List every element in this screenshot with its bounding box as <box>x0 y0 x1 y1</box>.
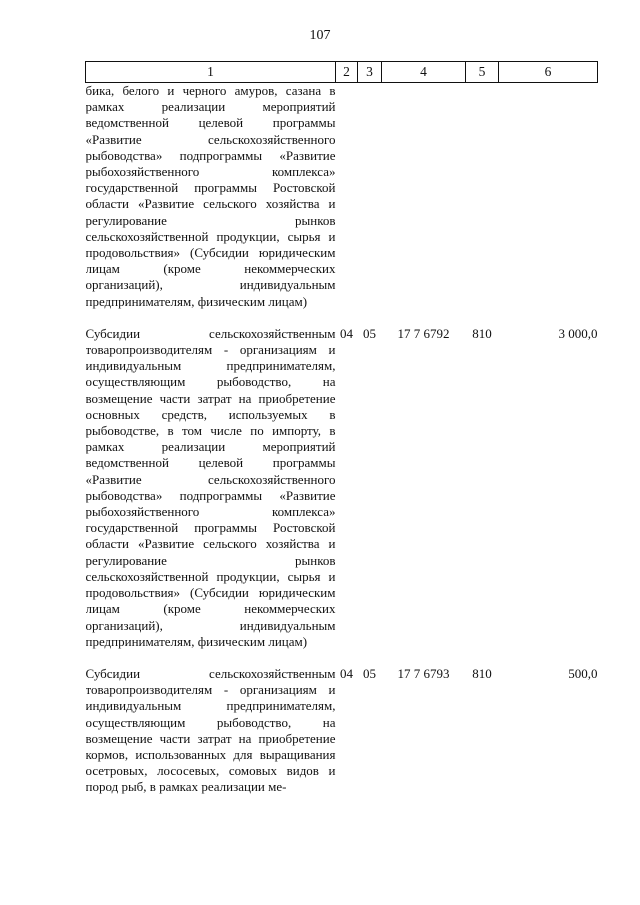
row-section <box>336 83 358 310</box>
column-header-4: 4 <box>382 62 466 83</box>
row-expense-type: 810 <box>472 665 492 681</box>
column-header-2: 2 <box>336 62 358 83</box>
row-target-article <box>382 83 466 310</box>
table-row <box>86 326 598 650</box>
row-description: Субсидии сельскохозяйственным товаропроизводителям - организациям и индивидуальным предпринимателям, осуществляющим рыбоводство, на возмещение части затрат на приобретение кормов, использованных для выращивания осетровых, лососевых, сомовых видов и пород рыб, в рамках реализации ме- <box>85 665 336 795</box>
column-header-5: 5 <box>466 62 499 83</box>
row-section: 04 <box>340 325 353 341</box>
row-amount <box>499 83 598 310</box>
column-header-1: 1 <box>86 62 336 83</box>
budget-table <box>85 61 598 796</box>
table-row <box>86 666 598 796</box>
row-subsection <box>358 83 382 310</box>
row-expense-type: 810 <box>472 325 492 341</box>
row-spacer <box>86 310 598 326</box>
column-header-6: 6 <box>499 62 598 83</box>
row-target-article: 17 7 6793 <box>397 665 450 681</box>
row-subsection: 05 <box>363 665 376 681</box>
row-target-article: 17 7 6792 <box>397 325 450 341</box>
row-description: бика, белого и черного амуров, сазана в рамках реализации мероприятий ведомственной целевой программы «Развитие сельскохозяйственного рыбоводства» подпрограммы «Развитие рыбохозяйственного комплекса» государственной программы Ростовской области «Развитие сельского хозяйства и регулирование рынков сельскохозяйственной продукции, сырья и продовольствия» (Субсидии юридическим лицам (кроме некоммерческих организаций), индивидуальным предпринимателям, физическим лицам) <box>85 83 336 309</box>
row-section: 04 <box>340 665 353 681</box>
table-row <box>86 83 598 310</box>
page-number: 107 <box>309 28 331 43</box>
row-expense-type <box>466 83 499 310</box>
row-amount: 3 000,0 <box>558 325 598 341</box>
column-header-3: 3 <box>358 62 382 83</box>
header-row <box>86 62 598 83</box>
row-amount: 500,0 <box>568 665 598 681</box>
row-spacer <box>86 650 598 666</box>
row-subsection: 05 <box>363 325 376 341</box>
row-description: Субсидии сельскохозяйственным товаропроизводителям - организациям и индивидуальным предпринимателям, осуществляющим рыбоводство, на возмещение части затрат на приобретение основных средств, используемых в рыбоводстве, в том числе по импорту, в рамках реализации мероприятий ведомственной целевой программы «Развитие сельскохозяйственного рыбоводства» подпрограммы «Развитие рыбохозяйственного комплекса» государственной программы Ростовской области «Развитие сельского хозяйства и регулирование рынков сельскохозяйственной продукции, сырья и продовольствия» (Субсидии юридическим лицам (кроме некоммерческих организаций), индивидуальным предпринимателям, физическим лицам) <box>85 325 336 649</box>
